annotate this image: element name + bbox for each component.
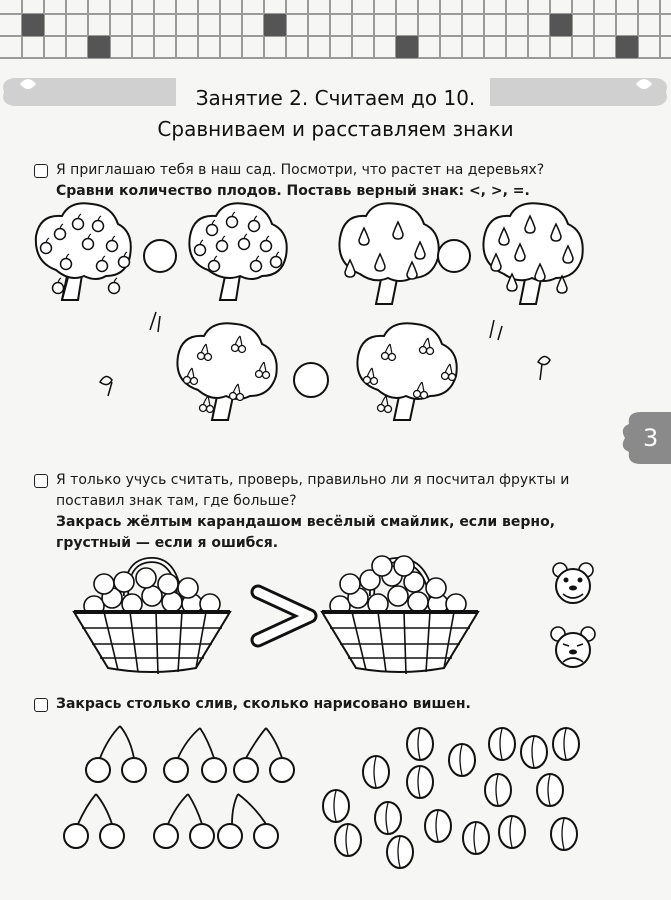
cherry-pair-1 <box>86 726 146 782</box>
task-2-text-line-2: поставил знак там, где больше? <box>56 493 297 509</box>
lesson-title: Занятие 2. Считаем до 10. <box>195 86 476 110</box>
pear-tree-middle-right <box>339 203 438 304</box>
cherry-pair-6 <box>218 794 278 848</box>
cherry-pair-3 <box>234 728 294 782</box>
cherry-tree-right <box>357 323 456 420</box>
plums-group[interactable] <box>323 728 579 868</box>
cherry-pair-5 <box>154 794 214 848</box>
answer-circle-3[interactable] <box>294 363 328 397</box>
task-3-instruction: Закрась столько слив, сколько нарисовано вишен. <box>56 696 471 712</box>
sad-smiley-face[interactable] <box>551 627 595 667</box>
happy-smiley-face[interactable] <box>553 563 593 603</box>
greater-than-sign <box>258 592 310 640</box>
apple-tree-middle-left <box>189 203 286 300</box>
cherry-pairs-group <box>64 726 294 848</box>
apple-basket-right <box>322 556 478 674</box>
answer-circle-2[interactable] <box>438 240 470 272</box>
apple-basket-left <box>74 560 230 674</box>
apple-tree-left <box>36 203 131 300</box>
task-1-instruction: Сравни количество плодов. Поставь верный знак: <, >, =. <box>56 183 530 199</box>
cherry-tree-left <box>177 323 276 420</box>
task-2-instruction-line-1: Закрась жёлтым карандашом весёлый смайлик, если верно, <box>56 514 556 530</box>
answer-circle-1[interactable] <box>144 240 176 272</box>
task-2-instruction-line-2: грустный — если я ошибся. <box>56 535 279 551</box>
task-1-text: Я приглашаю тебя в наш сад. Посмотри, что растет на деревьях? <box>56 162 545 178</box>
pear-tree-right <box>483 203 582 304</box>
lesson-subtitle: Сравниваем и расставляем знаки <box>157 117 514 141</box>
chapter-number: 3 <box>643 424 659 452</box>
task-2-text-line-1: Я только учусь считать, проверь, правильно ли я посчитал фрукты и <box>56 472 570 488</box>
cherry-pair-2 <box>164 728 226 782</box>
cherry-pair-4 <box>64 794 124 848</box>
